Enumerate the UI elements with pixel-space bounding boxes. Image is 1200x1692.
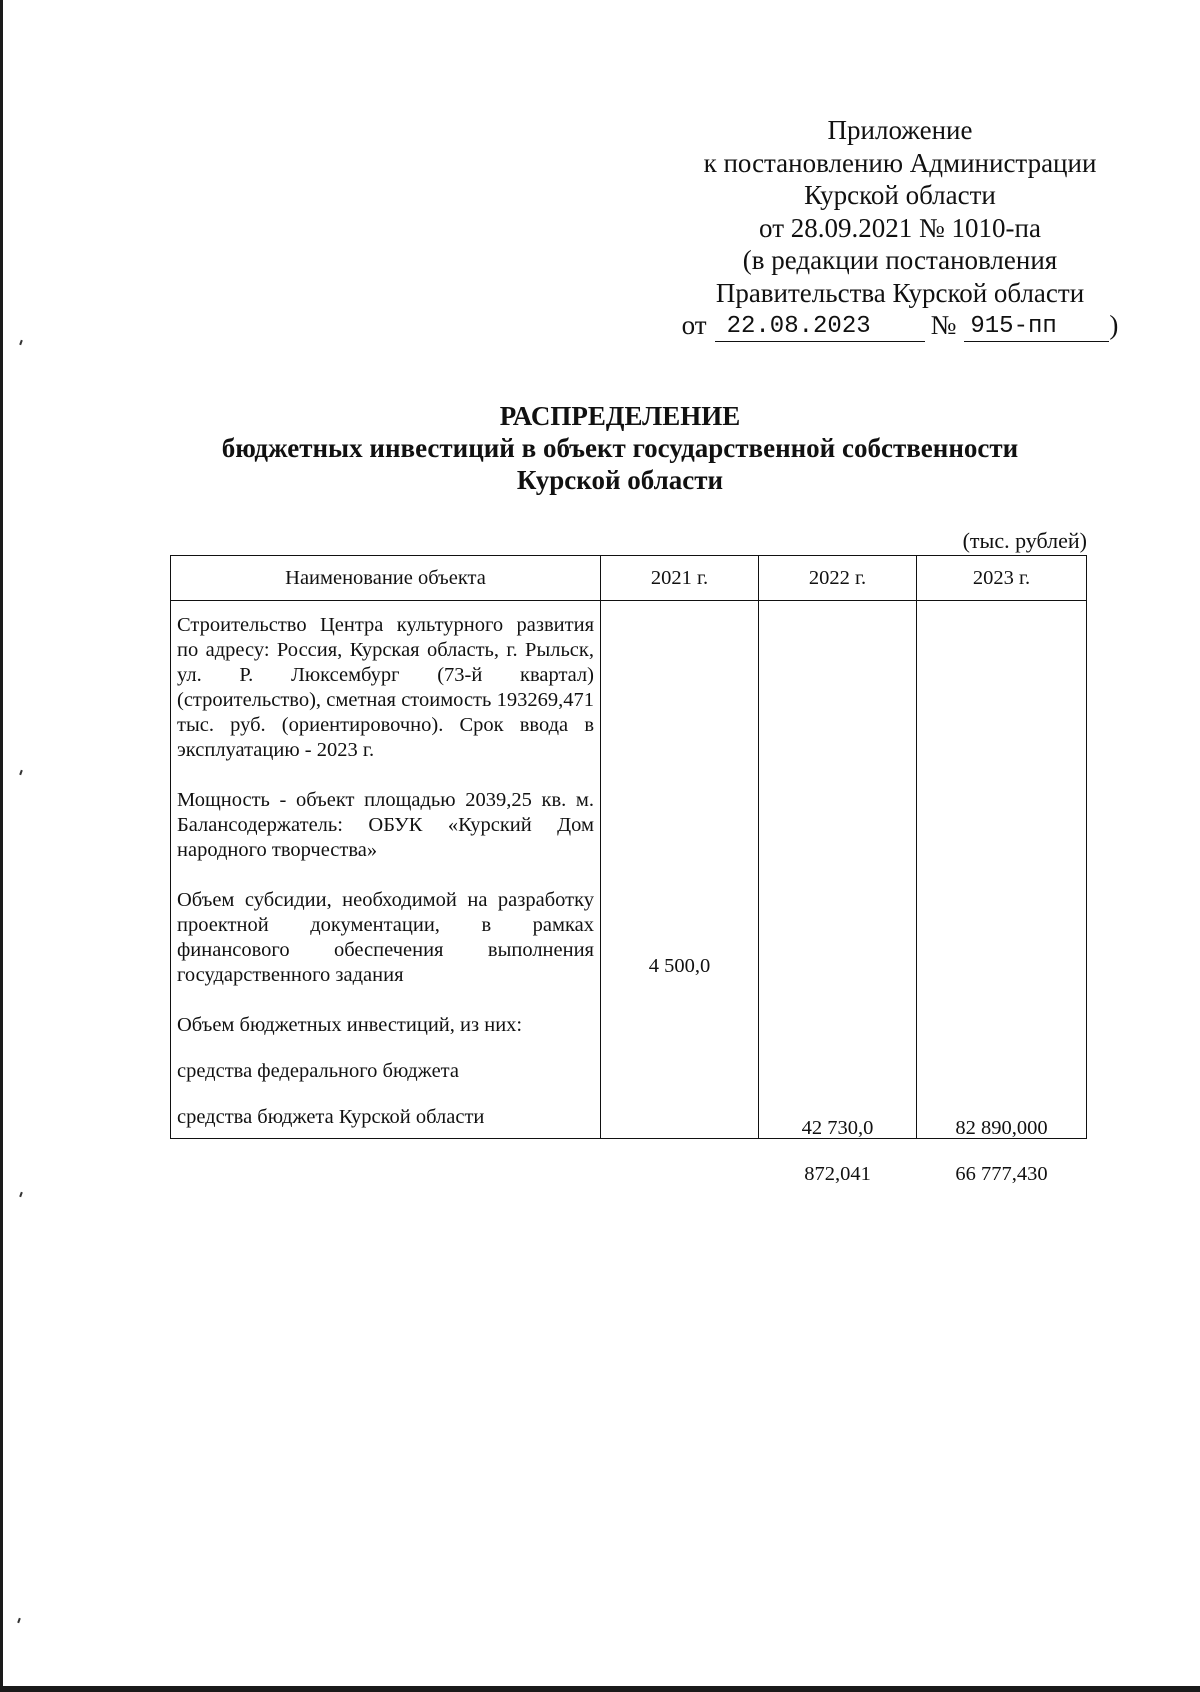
federal-2022: 42 730,0 (801, 1117, 874, 1139)
units-note: (тыс. рублей) (962, 528, 1087, 553)
scan-bottom-edge (0, 1686, 1200, 1692)
closing-paren: ) (1109, 310, 1119, 340)
header-2023: 2023 г. (917, 556, 1087, 601)
appendix-original-decree: от 28.09.2021 № 1010-па (759, 212, 1041, 243)
title-subtitle-2: Курской области (516, 465, 724, 495)
object-capacity: Мощность - объект площадью 2039,25 кв. м. Балансодержатель: ОБУК «Курский Дом народного творчества» (177, 789, 594, 861)
scan-left-edge (0, 0, 3, 1692)
appendix-line: Курской области (804, 180, 996, 210)
appendix-title: Приложение (827, 115, 973, 145)
subsidy-label: Объем субсидии, необходимой на разработку проектной документации, в рамках финансового обеспечения выполнения государственного задания (177, 889, 594, 986)
object-name-cell (171, 601, 601, 1139)
title-subtitle: бюджетных инвестиций в объект государственной собственности (221, 433, 1019, 463)
scan-speck (17, 1618, 21, 1623)
regional-2022: 872,041 (804, 1163, 871, 1185)
investments-label: Объем бюджетных инвестиций, из них: (177, 1014, 523, 1036)
table-row (171, 601, 1087, 1139)
amendment-date: 22.08.2023 (715, 313, 925, 342)
scan-speck (19, 1192, 23, 1197)
header-2022: 2022 г. (759, 556, 917, 601)
federal-2023: 82 890,000 (955, 1117, 1048, 1139)
object-description: Строительство Центра культурного развития по адресу: Россия, Курская область, г. Рыльск, ул. Р. Люксембург (73-й квартал) (строительство), сметная стоимость 193269,471 тыс. руб. (ориентировочно). Срок ввода в эксплуатацию - 2023 г. (177, 614, 594, 761)
amendment-line (640, 309, 1160, 342)
budget-table (170, 555, 1087, 1185)
ot-label: от (681, 310, 707, 340)
subsidy-2021: 4 500,0 (648, 955, 711, 977)
cell-2021 (601, 601, 759, 1139)
header-2021: 2021 г. (601, 556, 759, 601)
regional-label: средства бюджета Курской области (177, 1106, 485, 1128)
scan-speck (19, 770, 23, 775)
appendix-line: к постановлению Администрации (703, 147, 1097, 178)
title-heading: РАСПРЕДЕЛЕНИЕ (499, 401, 741, 431)
number-sign: № (930, 310, 957, 340)
appendix-header (640, 114, 1160, 342)
appendix-line: Правительства Курской области (715, 277, 1085, 308)
regional-2023: 66 777,430 (955, 1163, 1048, 1185)
cell-2023 (917, 601, 1087, 1185)
cell-2022 (759, 601, 917, 1185)
header-object-name: Наименование объекта (171, 556, 601, 601)
appendix-line: (в редакции постановления (742, 245, 1058, 275)
table-header-row (171, 556, 1087, 601)
amendment-number: 915-пп (964, 313, 1109, 342)
document-title (160, 400, 1080, 496)
federal-label: средства федерального бюджета (177, 1060, 459, 1082)
scan-speck (19, 340, 23, 345)
